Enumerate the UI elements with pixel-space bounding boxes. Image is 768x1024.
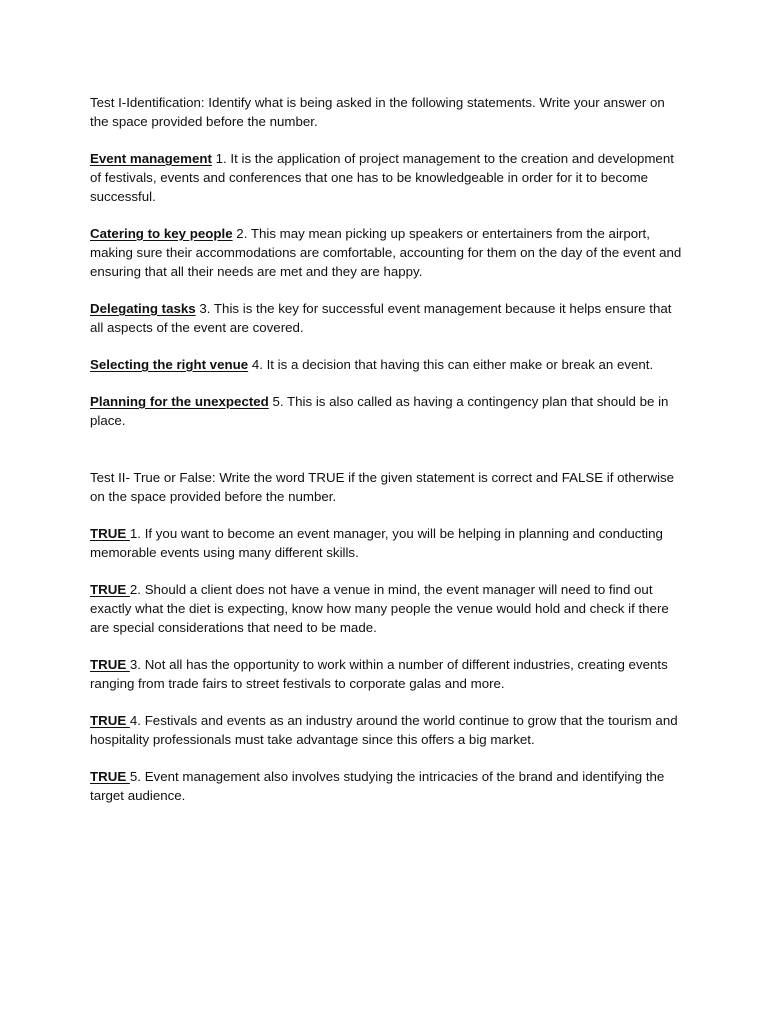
test2-answer-3: TRUE: [90, 657, 130, 672]
test1-item-4: [90, 355, 682, 374]
test2-statement-4: 4. Festivals and events as an industry around the world continue to grow that the tourism and hospitality professionals must take advantage since this offers a big market.: [90, 713, 678, 747]
test1-answer-1: Event management: [90, 151, 212, 166]
test2-answer-5: TRUE: [90, 769, 130, 784]
test1-statement-3: 3. This is the key for successful event management because it helps ensure that all aspects of the event are covered.: [90, 301, 672, 335]
test2-statement-5: 5. Event management also involves studying the intricacies of the brand and identifying the target audience.: [90, 769, 665, 803]
test2-statement-3: 3. Not all has the opportunity to work within a number of different industries, creating events ranging from trade fairs to street festivals to corporate galas and more.: [90, 657, 668, 691]
test2-answer-2: TRUE: [90, 582, 130, 597]
test2-item-1: [90, 524, 682, 562]
test1-item-5: [90, 392, 682, 430]
test2-item-5: [90, 767, 682, 805]
test2-item-4: [90, 711, 682, 749]
document-page: [90, 93, 682, 823]
test1-statement-5: 5. This is also called as having a contingency plan that should be in place.: [90, 394, 669, 428]
test1-answer-3: Delegating tasks: [90, 301, 196, 316]
test2-item-3: [90, 655, 682, 693]
test2-answer-1: TRUE: [90, 526, 130, 541]
test2-statement-1: 1. If you want to become an event manager, you will be helping in planning and conducting memorable events using many different skills.: [90, 526, 663, 560]
test1-statement-2: 2. This may mean picking up speakers or entertainers from the airport, making sure their accommodations are comfortable, accounting for them on the day of the event and ensuring that all their needs are met and they are happy.: [90, 226, 682, 279]
test2-item-2: [90, 580, 682, 637]
test1-answer-5: Planning for the unexpected: [90, 394, 269, 409]
test1-item-2: [90, 224, 682, 281]
test1-statement-1: 1. It is the application of project management to the creation and development of festivals, events and conferences that one has to be knowledgeable in order for it to become successful.: [90, 151, 674, 204]
test1-answer-4: Selecting the right venue: [90, 357, 249, 372]
test1-statement-4: 4. It is a decision that having this can either make or break an event.: [248, 357, 654, 372]
test2-instructions: Test II- True or False: Write the word TRUE if the given statement is correct and FALSE if otherwise on the space provided before the number.: [90, 470, 675, 504]
test1-item-1: [90, 149, 682, 206]
test2-statement-2: 2. Should a client does not have a venue in mind, the event manager will need to find out exactly what the diet is expecting, know how many people the venue would hold and check if there are special considerations that need to be made.: [90, 582, 669, 635]
test2-answer-4: TRUE: [90, 713, 130, 728]
test1-instructions: Test I-Identification: Identify what is being asked in the following statements. Write your answer on the space provided before the number.: [90, 95, 665, 129]
test1-item-3: [90, 299, 682, 337]
test1-answer-2: Catering to key people: [90, 226, 233, 241]
